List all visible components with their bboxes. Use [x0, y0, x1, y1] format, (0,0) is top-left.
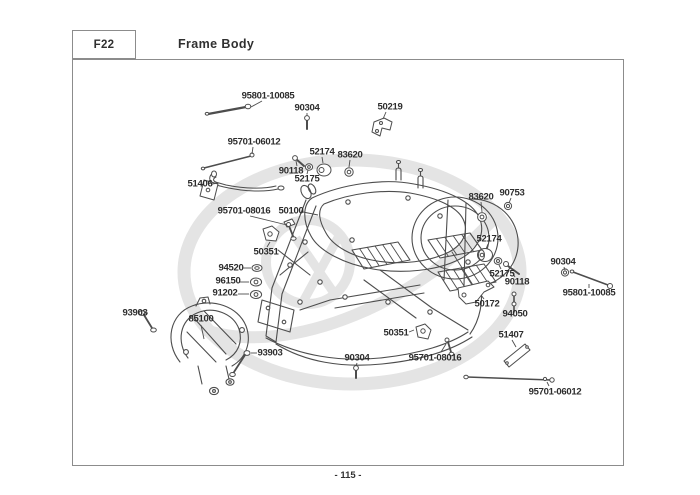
- part-number-label: 52174: [309, 146, 335, 158]
- part-number-label: 85100: [188, 313, 214, 325]
- part-number-label: 95801-10085: [241, 90, 295, 102]
- part-number-label: 90118: [504, 276, 530, 288]
- section-code: F22: [93, 38, 115, 51]
- section-code-box: [72, 30, 136, 59]
- part-number-label: 90304: [294, 102, 320, 114]
- part-number-label: 50100: [278, 205, 304, 217]
- part-number-label: 96150: [215, 275, 241, 287]
- part-number-label: 52174: [476, 233, 502, 245]
- part-number-label: 51406: [187, 178, 213, 190]
- part-number-label: 95801-10085: [562, 287, 616, 299]
- part-number-label: 94050: [502, 308, 528, 320]
- part-number-label: 90304: [550, 256, 576, 268]
- part-number-label: 50351: [253, 246, 279, 258]
- part-number-label: 50351: [383, 327, 409, 339]
- part-number-label: 52175: [294, 173, 320, 185]
- part-number-label: 90118: [278, 165, 304, 177]
- part-number-label: 95701-08016: [217, 205, 271, 217]
- leader-lines: [144, 101, 589, 386]
- part-number-label: 93903: [122, 307, 148, 319]
- page-title: Frame Body: [178, 37, 255, 51]
- part-number-label: 52175: [489, 268, 515, 280]
- part-number-label: 90304: [344, 352, 370, 364]
- part-number-label: 83620: [468, 191, 494, 203]
- part-number-label: 95701-06012: [528, 386, 582, 398]
- part-number-label: 90753: [499, 187, 525, 199]
- part-number-label: 95701-08016: [408, 352, 462, 364]
- part-number-label: 51407: [498, 329, 524, 341]
- part-number-label: 95701-06012: [227, 136, 281, 148]
- watermark-logo: [184, 160, 520, 384]
- part-number-label: 50172: [474, 298, 500, 310]
- part-number-label: 93903: [257, 347, 283, 359]
- part-number-label: 94520: [218, 262, 244, 274]
- part-number-label: 91202: [212, 287, 238, 299]
- page-number: - 115 -: [334, 470, 362, 481]
- part-number-label: 83620: [337, 149, 363, 161]
- part-number-label: 50219: [377, 101, 403, 113]
